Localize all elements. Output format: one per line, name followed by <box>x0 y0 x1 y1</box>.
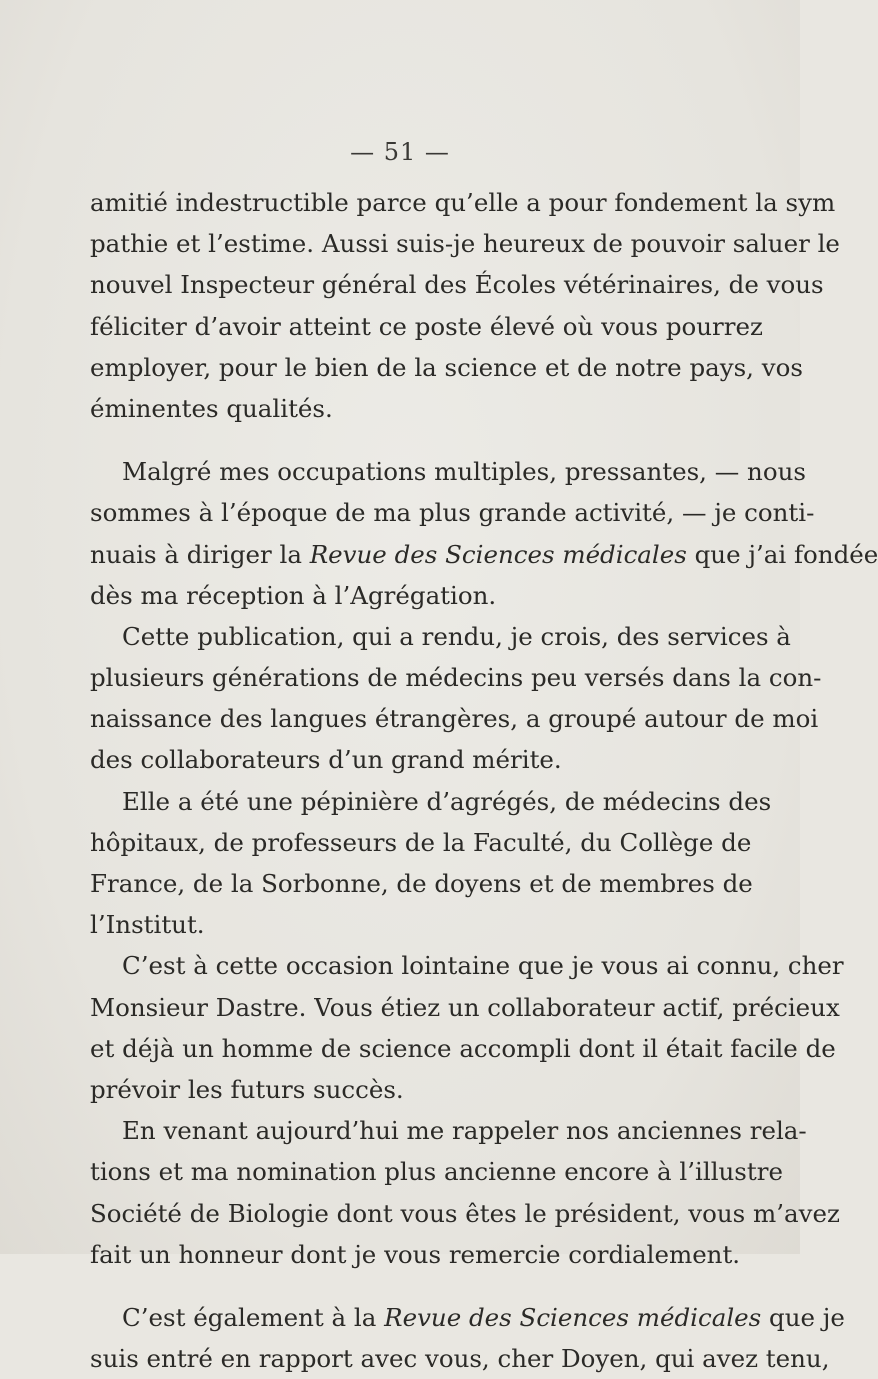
text-fragment: C’est également à la <box>122 1302 385 1332</box>
text-line: Monsieur Dastre. Vous étiez un collaborateur actif, précieux <box>90 992 840 1022</box>
text-fragment: nuais à diriger la <box>90 539 310 569</box>
text-line: prévoir les futurs succès. <box>90 1074 404 1104</box>
text-line: éminentes qualités. <box>90 393 333 423</box>
text-line: suis entré en rapport avec vous, cher Doyen, qui avez tenu, <box>90 1344 830 1374</box>
text-line <box>90 534 878 575</box>
text-line: l’Institut. <box>90 910 205 940</box>
text-line: En venant aujourd’hui me rappeler nos anciennes rela- <box>122 1116 807 1146</box>
paragraph-2 <box>90 451 878 616</box>
text-line: féliciter d’avoir atteint ce poste élevé où vous pourrez <box>90 311 763 341</box>
text-line: amitié indestructible parce qu’elle a pour fondement la sym <box>90 188 836 217</box>
text-line: nouvel Inspecteur général des Écoles vétérinaires, de vous <box>90 270 824 300</box>
paragraph-7 <box>90 1297 845 1379</box>
paragraph-5 <box>90 945 844 1110</box>
text-line: sommes à l’époque de ma plus grande activité, — je conti- <box>90 498 815 528</box>
paragraph-6 <box>90 1110 840 1275</box>
text-line: Cette publication, qui a rendu, je crois, des services à <box>122 621 791 651</box>
text-line: pathie et l’estime. Aussi suis-je heureux de pouvoir saluer le <box>90 229 840 259</box>
text-line: des collaborateurs d’un grand mérite. <box>90 745 562 775</box>
text-line: hôpitaux, de professeurs de la Faculté, du Collège de <box>90 827 752 857</box>
text-line: fait un honneur dont je vous remercie cordialement. <box>90 1239 741 1269</box>
text-line: employer, pour le bien de la science et de notre pays, vos <box>90 352 803 382</box>
text-line: naissance des langues étrangères, a groupé autour de moi <box>90 704 819 734</box>
text-line: Malgré mes occupations multiples, pressantes, — nous <box>122 457 806 487</box>
journal-title: Revue des Sciences médicales <box>384 1302 762 1332</box>
text-line: plusieurs générations de médecins peu versés dans la con- <box>90 663 822 693</box>
paragraph-4 <box>90 781 772 946</box>
paragraph-3 <box>90 616 822 781</box>
text-line: dès ma réception à l’Agrégation. <box>90 580 497 610</box>
text-line: Elle a été une pépinière d’agrégés, de médecins des <box>122 786 772 816</box>
journal-title: Revue des Sciences médicales <box>309 539 687 569</box>
text-line: France, de la Sorbonne, de doyens et de membres de <box>90 869 753 898</box>
page-number: — 51 — <box>350 138 450 166</box>
text-line: C’est à cette occasion lointaine que je vous ai connu, cher <box>122 951 844 981</box>
text-fragment: que j’ai fondée <box>686 539 878 569</box>
text-line: Société de Biologie dont vous êtes le président, vous m’avez <box>90 1198 840 1228</box>
text-fragment: que je <box>761 1302 845 1332</box>
text-line: et déjà un homme de science accompli dont il était facile de <box>90 1033 836 1063</box>
text-line <box>90 1297 845 1338</box>
paragraph-1 <box>90 182 840 429</box>
body-text <box>90 182 878 1379</box>
text-line: tions et ma nomination plus ancienne encore à l’illustre <box>90 1157 783 1187</box>
